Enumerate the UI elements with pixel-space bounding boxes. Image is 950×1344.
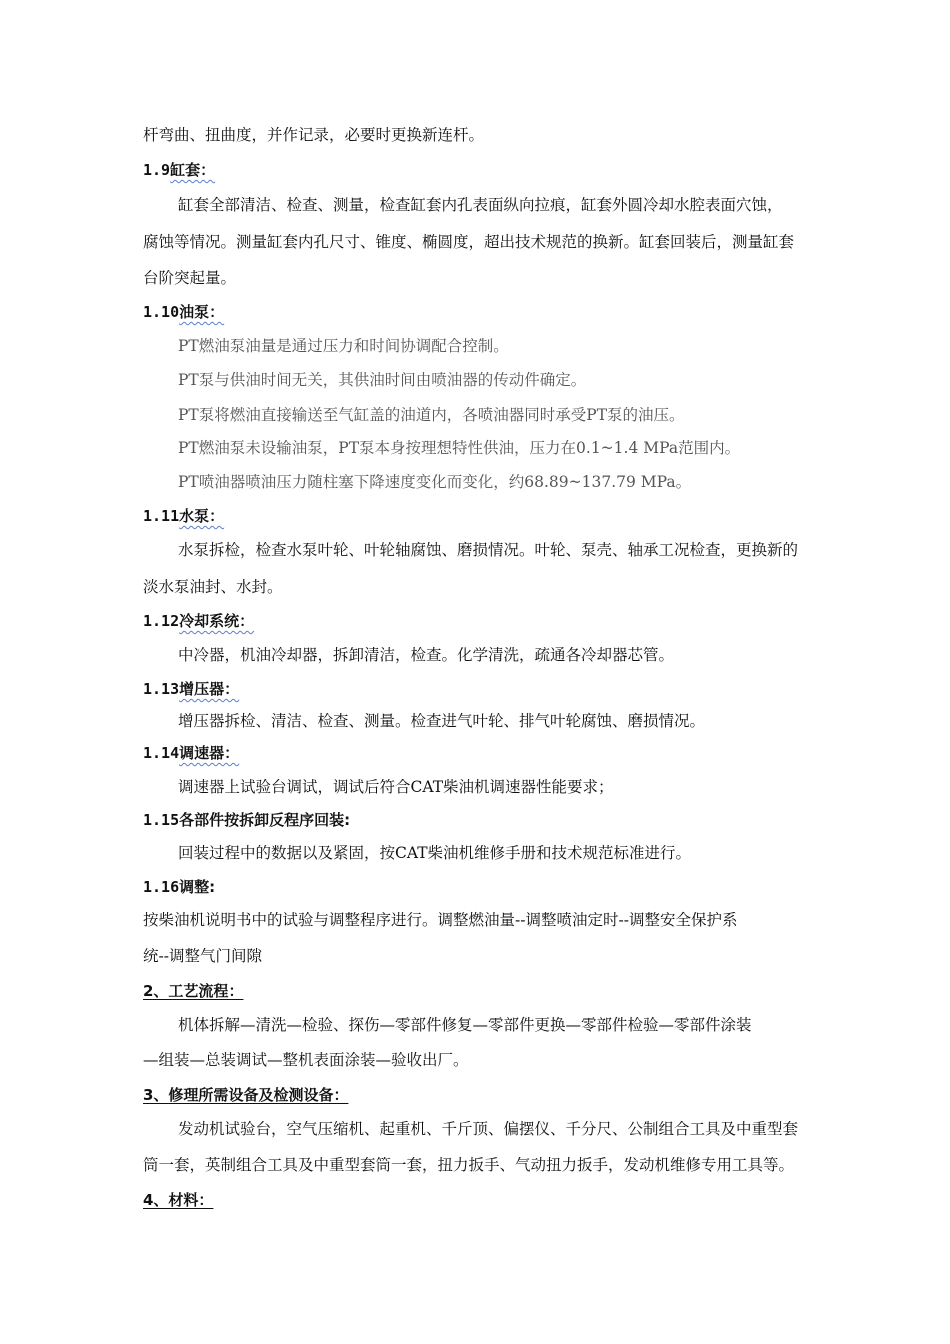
text-line: 机体拆解—清洗—检验、探伤—零部件修复—零部件更换—零部件检验—零部件涂装 [178, 1016, 752, 1034]
text-line: 缸套全部清洁、检查、测量，检查缸套内孔表面纵向拉痕，缸套外圆冷却水腔表面穴蚀， [178, 196, 783, 214]
text-line: PT喷油器喷油压力随柱塞下降速度变化而变化，约68.89~137.79 MPa。 [178, 473, 692, 491]
section-number: 1.12 [143, 612, 180, 630]
section-title: 缸套： [170, 161, 216, 179]
section-number: 1.14 [143, 744, 180, 762]
text-line: 统--调整气门间隙 [143, 947, 262, 965]
text-line: 回装过程中的数据以及紧固，按CAT柴油机维修手册和技术规范标准进行。 [178, 844, 692, 862]
section-heading-1-14 [143, 743, 239, 763]
section-title: 2、工艺流程： [143, 982, 244, 1000]
section-number: 1.9 [143, 161, 171, 179]
text-line: PT泵与供油时间无关，其供油时间由喷油器的传动件确定。 [178, 371, 587, 389]
section-number: 1.15 [143, 811, 180, 829]
section-title: 3、修理所需设备及检测设备： [143, 1086, 349, 1104]
section-heading-4 [143, 1190, 213, 1210]
section-title: 调速器： [179, 744, 240, 762]
text-line: 台阶突起量。 [143, 269, 237, 287]
section-number: 1.10 [143, 303, 180, 321]
section-heading-1-10 [143, 302, 224, 322]
section-heading-1-9 [143, 160, 215, 180]
section-title: 冷却系统： [179, 612, 255, 630]
section-heading-1-15 [143, 810, 350, 830]
section-heading-1-12 [143, 611, 254, 631]
text-line: 水泵拆检，检查水泵叶轮、叶轮轴腐蚀、磨损情况。叶轮、泵壳、轴承工况检查，更换新的 [178, 541, 799, 559]
text-line: 增压器拆检、清洁、检查、测量。检查进气叶轮、排气叶轮腐蚀、磨损情况。 [178, 712, 706, 730]
text-line: PT泵将燃油直接输送至气缸盖的油道内，各喷油器同时承受PT泵的油压。 [178, 406, 685, 424]
section-title: 4、材料： [143, 1191, 214, 1209]
text-line: 淡水泵油封、水封。 [143, 578, 283, 596]
text-line: 筒一套，英制组合工具及中重型套筒一套，扭力扳手、气动扭力扳手，发动机维修专用工具等。 [143, 1156, 795, 1174]
section-number: 1.16 [143, 878, 180, 896]
section-heading-1-13 [143, 679, 239, 699]
section-title: 各部件按拆卸反程序回装: [179, 811, 351, 829]
text-line: 杆弯曲、扭曲度，并作记录，必要时更换新连杆。 [143, 126, 485, 144]
section-title: 水泵： [179, 507, 225, 525]
section-heading-2 [143, 981, 243, 1001]
text-line: 中冷器，机油冷却器，拆卸清洁，检查。化学清洗，疏通各冷却器芯管。 [178, 646, 675, 664]
text-line: PT燃油泵未设输油泵，PT泵本身按理想特性供油，压力在0.1~1.4 MPa范围内。 [178, 439, 741, 457]
text-line: 腐蚀等情况。测量缸套内孔尺寸、锥度、椭圆度，超出技术规范的换新。缸套回装后，测量缸套 [143, 233, 795, 251]
section-number: 1.11 [143, 507, 180, 525]
text-line: 按柴油机说明书中的试验与调整程序进行。调整燃油量--调整喷油定时--调整安全保护系 [143, 911, 738, 929]
text-line: PT燃油泵油量是通过压力和时间协调配合控制。 [178, 337, 509, 355]
section-heading-3 [143, 1085, 348, 1105]
section-title: 油泵： [179, 303, 225, 321]
section-heading-1-11 [143, 506, 224, 526]
text-line: —组装—总装调试—整机表面涂装—验收出厂。 [143, 1051, 469, 1069]
text-line: 发动机试验台，空气压缩机、起重机、千斤顶、偏摆仪、千分尺、公制组合工具及中重型套 [178, 1120, 799, 1138]
section-heading-1-16 [143, 877, 215, 897]
text-line: 调速器上试验台调试，调试后符合CAT柴油机调速器性能要求； [178, 778, 614, 796]
section-number: 1.13 [143, 680, 180, 698]
section-title: 调整: [179, 878, 216, 896]
section-title: 增压器： [179, 680, 240, 698]
